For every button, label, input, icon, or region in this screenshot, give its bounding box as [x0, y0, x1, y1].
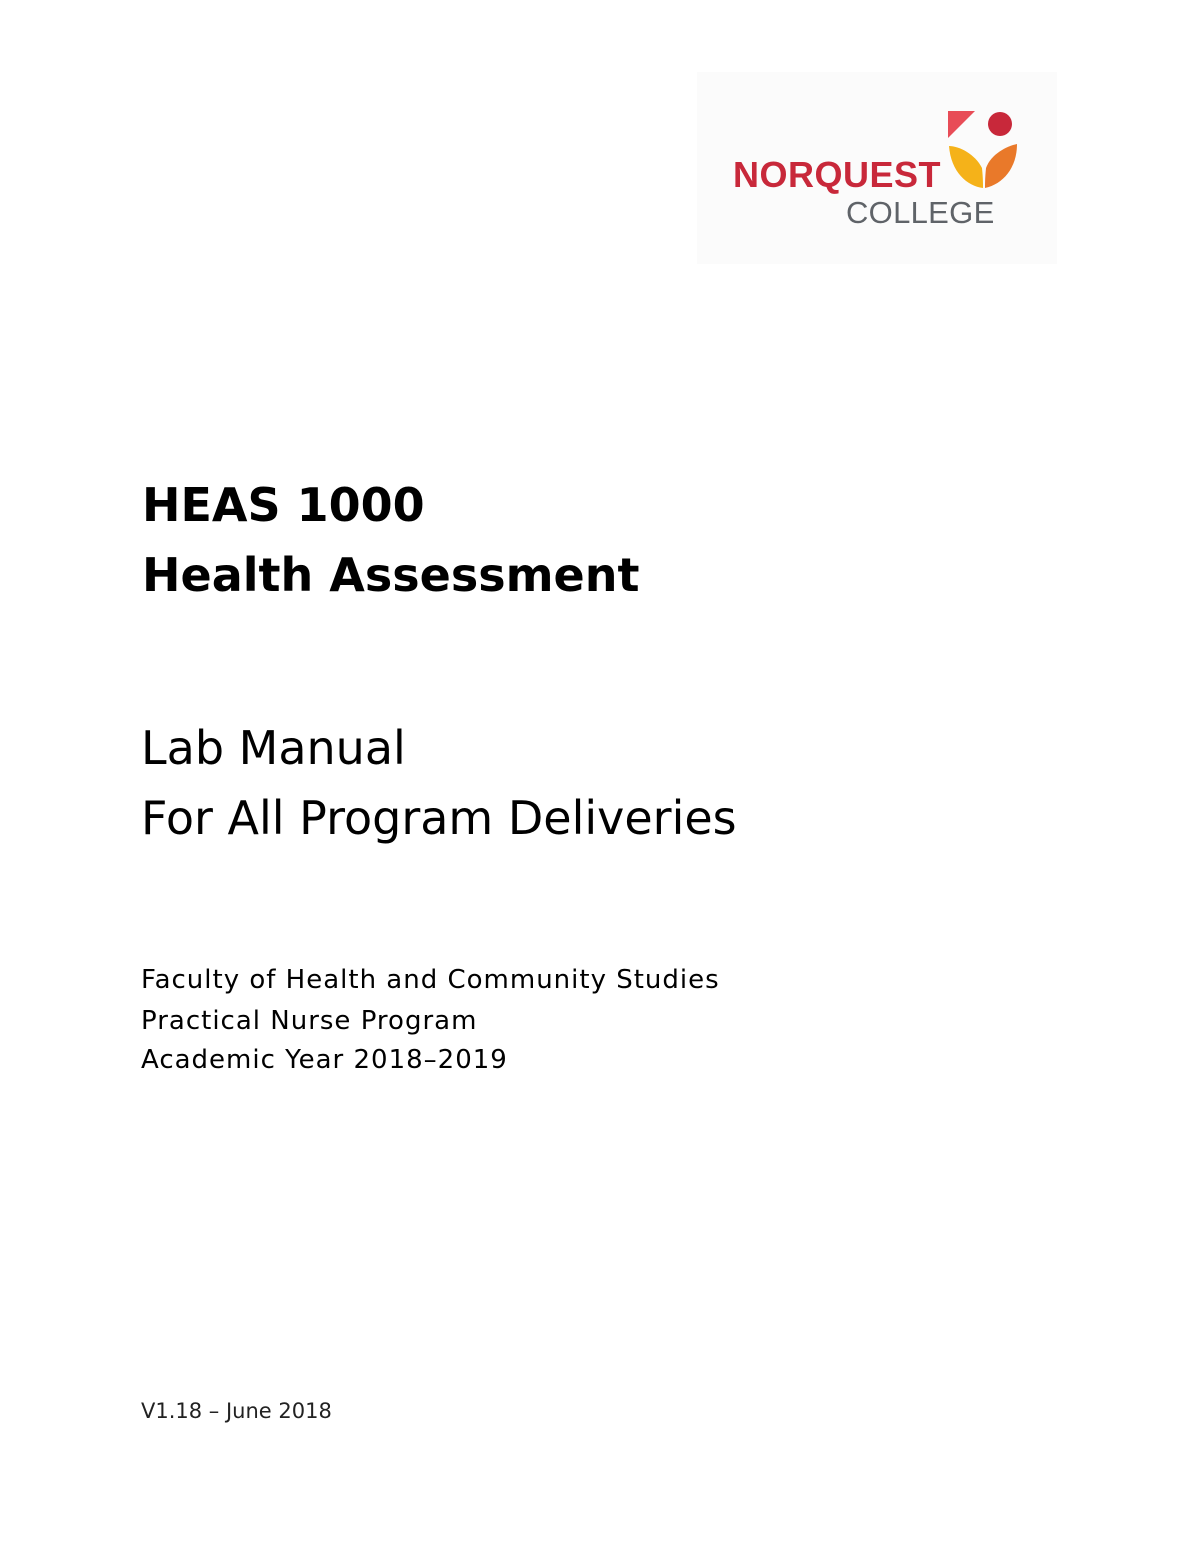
logo-red-dot — [988, 112, 1012, 136]
logo-yellow-petal — [949, 146, 983, 188]
academic-year: Academic Year 2018–2019 — [141, 1045, 508, 1075]
course-code: HEAS 1000 — [142, 478, 425, 532]
norquest-flower-logo-icon — [945, 108, 1021, 194]
manual-subtitle: For All Program Deliveries — [141, 791, 737, 845]
version-date: V1.18 – June 2018 — [141, 1399, 332, 1423]
course-title: Health Assessment — [142, 548, 640, 602]
logo-name-norquest: NORQUEST — [733, 154, 942, 195]
logo-name-college: COLLEGE — [846, 195, 995, 230]
logo-pink-petal — [948, 111, 975, 138]
program-name: Practical Nurse Program — [141, 1006, 478, 1036]
logo-orange-petal — [985, 144, 1017, 188]
faculty-name: Faculty of Health and Community Studies — [141, 965, 720, 995]
manual-title: Lab Manual — [141, 721, 406, 775]
